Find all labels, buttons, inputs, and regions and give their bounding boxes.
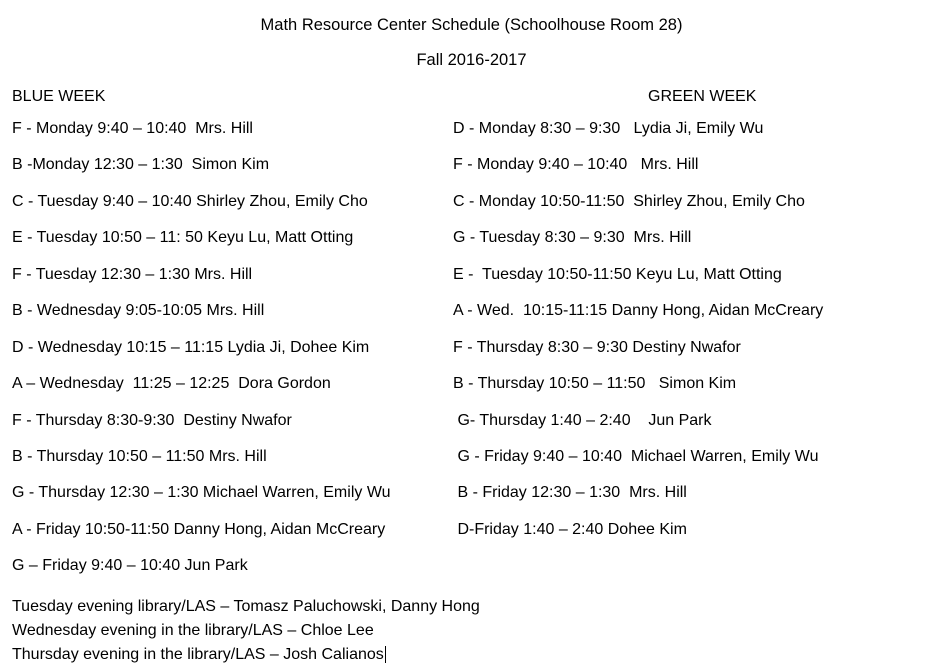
evening-schedule-line: Tuesday evening library/LAS – Tomasz Paluchowski, Danny Hong: [12, 598, 480, 615]
schedule-row: D-Friday 1:40 – 2:40 Dohee Kim: [453, 520, 687, 538]
schedule-row: F - Thursday 8:30-9:30 Destiny Nwafor: [12, 411, 292, 429]
schedule-row: F - Monday 9:40 – 10:40 Mrs. Hill: [453, 156, 699, 174]
blue-week-header: BLUE WEEK: [12, 88, 106, 105]
blue-week-column: [12, 111, 391, 585]
schedule-row: B - Friday 12:30 – 1:30 Mrs. Hill: [453, 484, 687, 502]
schedule-row: E - Tuesday 10:50 – 11: 50 Keyu Lu, Matt Otting: [12, 229, 354, 247]
schedule-row: G - Friday 9:40 – 10:40 Michael Warren, Emily Wu: [453, 447, 819, 465]
schedule-row: A - Friday 10:50-11:50 Danny Hong, Aidan McCreary: [12, 520, 386, 538]
evening-schedule-line: Wednesday evening in the library/LAS – Chloe Lee: [12, 622, 374, 639]
page-title: Math Resource Center Schedule (Schoolhouse Room 28): [260, 16, 683, 34]
schedule-row: F - Monday 9:40 – 10:40 Mrs. Hill: [12, 120, 253, 137]
schedule-row: D - Monday 8:30 – 9:30 Lydia Ji, Emily Wu: [453, 120, 764, 137]
green-week-column: [453, 111, 823, 548]
schedule-row: F - Tuesday 12:30 – 1:30 Mrs. Hill: [12, 265, 253, 283]
evening-schedule-line-text: Thursday evening in the library/LAS – Josh Calianos: [12, 646, 384, 663]
schedule-row: D - Wednesday 10:15 – 11:15 Lydia Ji, Dohee Kim: [12, 338, 370, 356]
schedule-row: F - Thursday 8:30 – 9:30 Destiny Nwafor: [453, 338, 741, 356]
schedule-row: A - Wed. 10:15-11:15 Danny Hong, Aidan McCreary: [453, 302, 824, 320]
schedule-row: A – Wednesday 11:25 – 12:25 Dora Gordon: [12, 375, 331, 393]
schedule-row: G - Thursday 12:30 – 1:30 Michael Warren, Emily Wu: [12, 484, 391, 502]
schedule-row: C - Monday 10:50-11:50 Shirley Zhou, Emily Cho: [453, 192, 805, 210]
green-week-header: GREEN WEEK: [648, 88, 757, 105]
evening-schedule-line: [12, 643, 480, 667]
schedule-row: B -Monday 12:30 – 1:30 Simon Kim: [12, 156, 270, 174]
schedule-row: B - Wednesday 9:05-10:05 Mrs. Hill: [12, 302, 265, 320]
schedule-row: B - Thursday 10:50 – 11:50 Mrs. Hill: [12, 447, 267, 465]
schedule-row: G - Tuesday 8:30 – 9:30 Mrs. Hill: [453, 229, 692, 247]
schedule-row: G- Thursday 1:40 – 2:40 Jun Park: [453, 411, 712, 429]
evening-schedule-block: [12, 595, 480, 667]
text-cursor-caret: [385, 646, 387, 663]
schedule-row: B - Thursday 10:50 – 11:50 Simon Kim: [453, 375, 737, 393]
schedule-row: C - Tuesday 9:40 – 10:40 Shirley Zhou, Emily Cho: [12, 192, 368, 210]
schedule-row: G – Friday 9:40 – 10:40 Jun Park: [12, 557, 248, 575]
schedule-row: E - Tuesday 10:50-11:50 Keyu Lu, Matt Otting: [453, 265, 782, 283]
schedule-term: Fall 2016-2017: [416, 51, 527, 69]
